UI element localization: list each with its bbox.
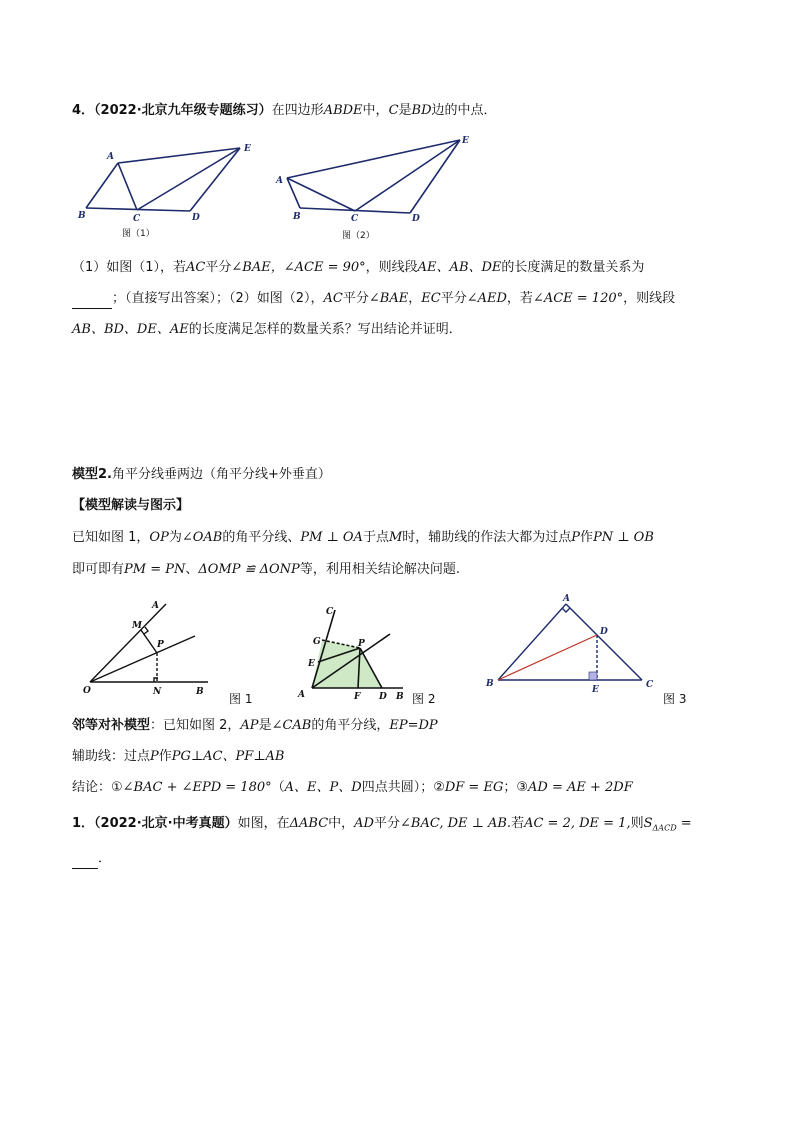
m2-fig2-label-f: F <box>354 692 361 702</box>
q4-fig1-label-d: D <box>192 213 200 223</box>
model2-paragraph-2: 即可即有PM = PN、ΔOMP ≌ ΔONP等，利用相关结论解决问题. <box>72 562 460 577</box>
q4-part1: （1）如图（1），若AC平分∠BAE，∠ACE = 90°，则线段AE、AB、DE的长度满足的数量关系为 <box>72 260 645 275</box>
m2-fig1-label-m: M <box>132 621 142 631</box>
m2-fig1-label-b: B <box>196 687 204 697</box>
m2-fig1-label-p: P <box>157 640 164 650</box>
m2-fig2-label-d: D <box>379 692 387 702</box>
m2-fig3-label-b: B <box>486 679 494 689</box>
q4-fig2-label-c: C <box>351 214 359 224</box>
model2-heading: 模型2.角平分线垂两边（角平分线+外垂直） <box>72 467 331 482</box>
m2-fig2-label-a: A <box>298 690 305 700</box>
model2-buduibu: 邻等对补模型：已知如图 2，AP是∠CAB的角平分线，EP=DP <box>72 718 438 733</box>
m2-fig1-label-a: A <box>152 601 159 611</box>
q4-fig1-label-b: B <box>78 211 86 221</box>
m2-fig3-label-c: C <box>646 680 654 690</box>
q4-fig2-label-a: A <box>276 176 283 186</box>
model2-conclusion: 结论：①∠BAC + ∠EPD = 180°（A、E、P、D四点共圆）；②DF = EG；③AD = AE + 2DF <box>72 780 633 795</box>
model2-fig1-caption: 图 1 <box>229 692 253 706</box>
q4-fig2-label-d: D <box>412 214 420 224</box>
q4-stem: 4．（2022·北京九年级专题练习）在四边形ABDE中，C是BD边的中点． <box>72 103 497 118</box>
q4-part2-cont: AB、BD、DE、AE的长度满足怎样的数量关系？写出结论并证明． <box>72 322 462 337</box>
q1-stem: 1．（2022·北京·中考真题）如图，在ΔABC中，AD平分∠BAC, DE ⊥ AB.若AC = 2, DE = 1,则$S_{\Delta ACD}$ = <box>72 816 692 833</box>
q4-fig2-label-e: E <box>462 136 469 146</box>
m2-fig1-label-o: O <box>83 686 91 696</box>
model2-fig2-caption: 图 2 <box>412 692 436 706</box>
m2-fig2-label-e: E <box>308 659 315 669</box>
answer-blank[interactable] <box>72 850 98 869</box>
model2-paragraph-1: 已知如图 1，OP为∠OAB的角平分线、PM ⊥ OA于点M时，辅助线的作法大都为过点P作PN ⊥ OB <box>72 530 654 545</box>
q4-part2: ；（直接写出答案）；（2）如图（2），AC平分∠BAE，EC平分∠AED，若∠ACE = 120°，则线段 <box>72 290 675 309</box>
m2-fig1-label-n: N <box>153 687 162 697</box>
m2-fig3-label-d: D <box>600 627 608 637</box>
model2-fig3-caption: 图 3 <box>663 692 687 706</box>
q4-fig1-label-c: C <box>133 214 141 224</box>
m2-fig3-label-e: E <box>592 685 599 695</box>
m2-fig2-label-g: G <box>313 637 321 647</box>
m2-fig2-label-b: B <box>396 692 404 702</box>
q1-answer-line: ． <box>72 850 111 869</box>
q4-fig1-caption: 图（1） <box>122 229 155 239</box>
q4-fig2-caption: 图（2） <box>342 231 375 241</box>
m2-fig2-label-p: P <box>358 639 365 649</box>
m2-fig2-label-c: C <box>326 607 334 617</box>
q4-fig1-label-a: A <box>107 152 114 162</box>
m2-fig3-label-a: A <box>563 594 570 604</box>
q4-fig1-label-e: E <box>244 144 251 154</box>
model2-subheading: 【模型解读与图示】 <box>72 498 190 513</box>
model2-auxiliary: 辅助线：过点P作PG⊥AC、PF⊥AB <box>72 749 285 764</box>
q4-fig2-label-b: B <box>293 212 301 222</box>
